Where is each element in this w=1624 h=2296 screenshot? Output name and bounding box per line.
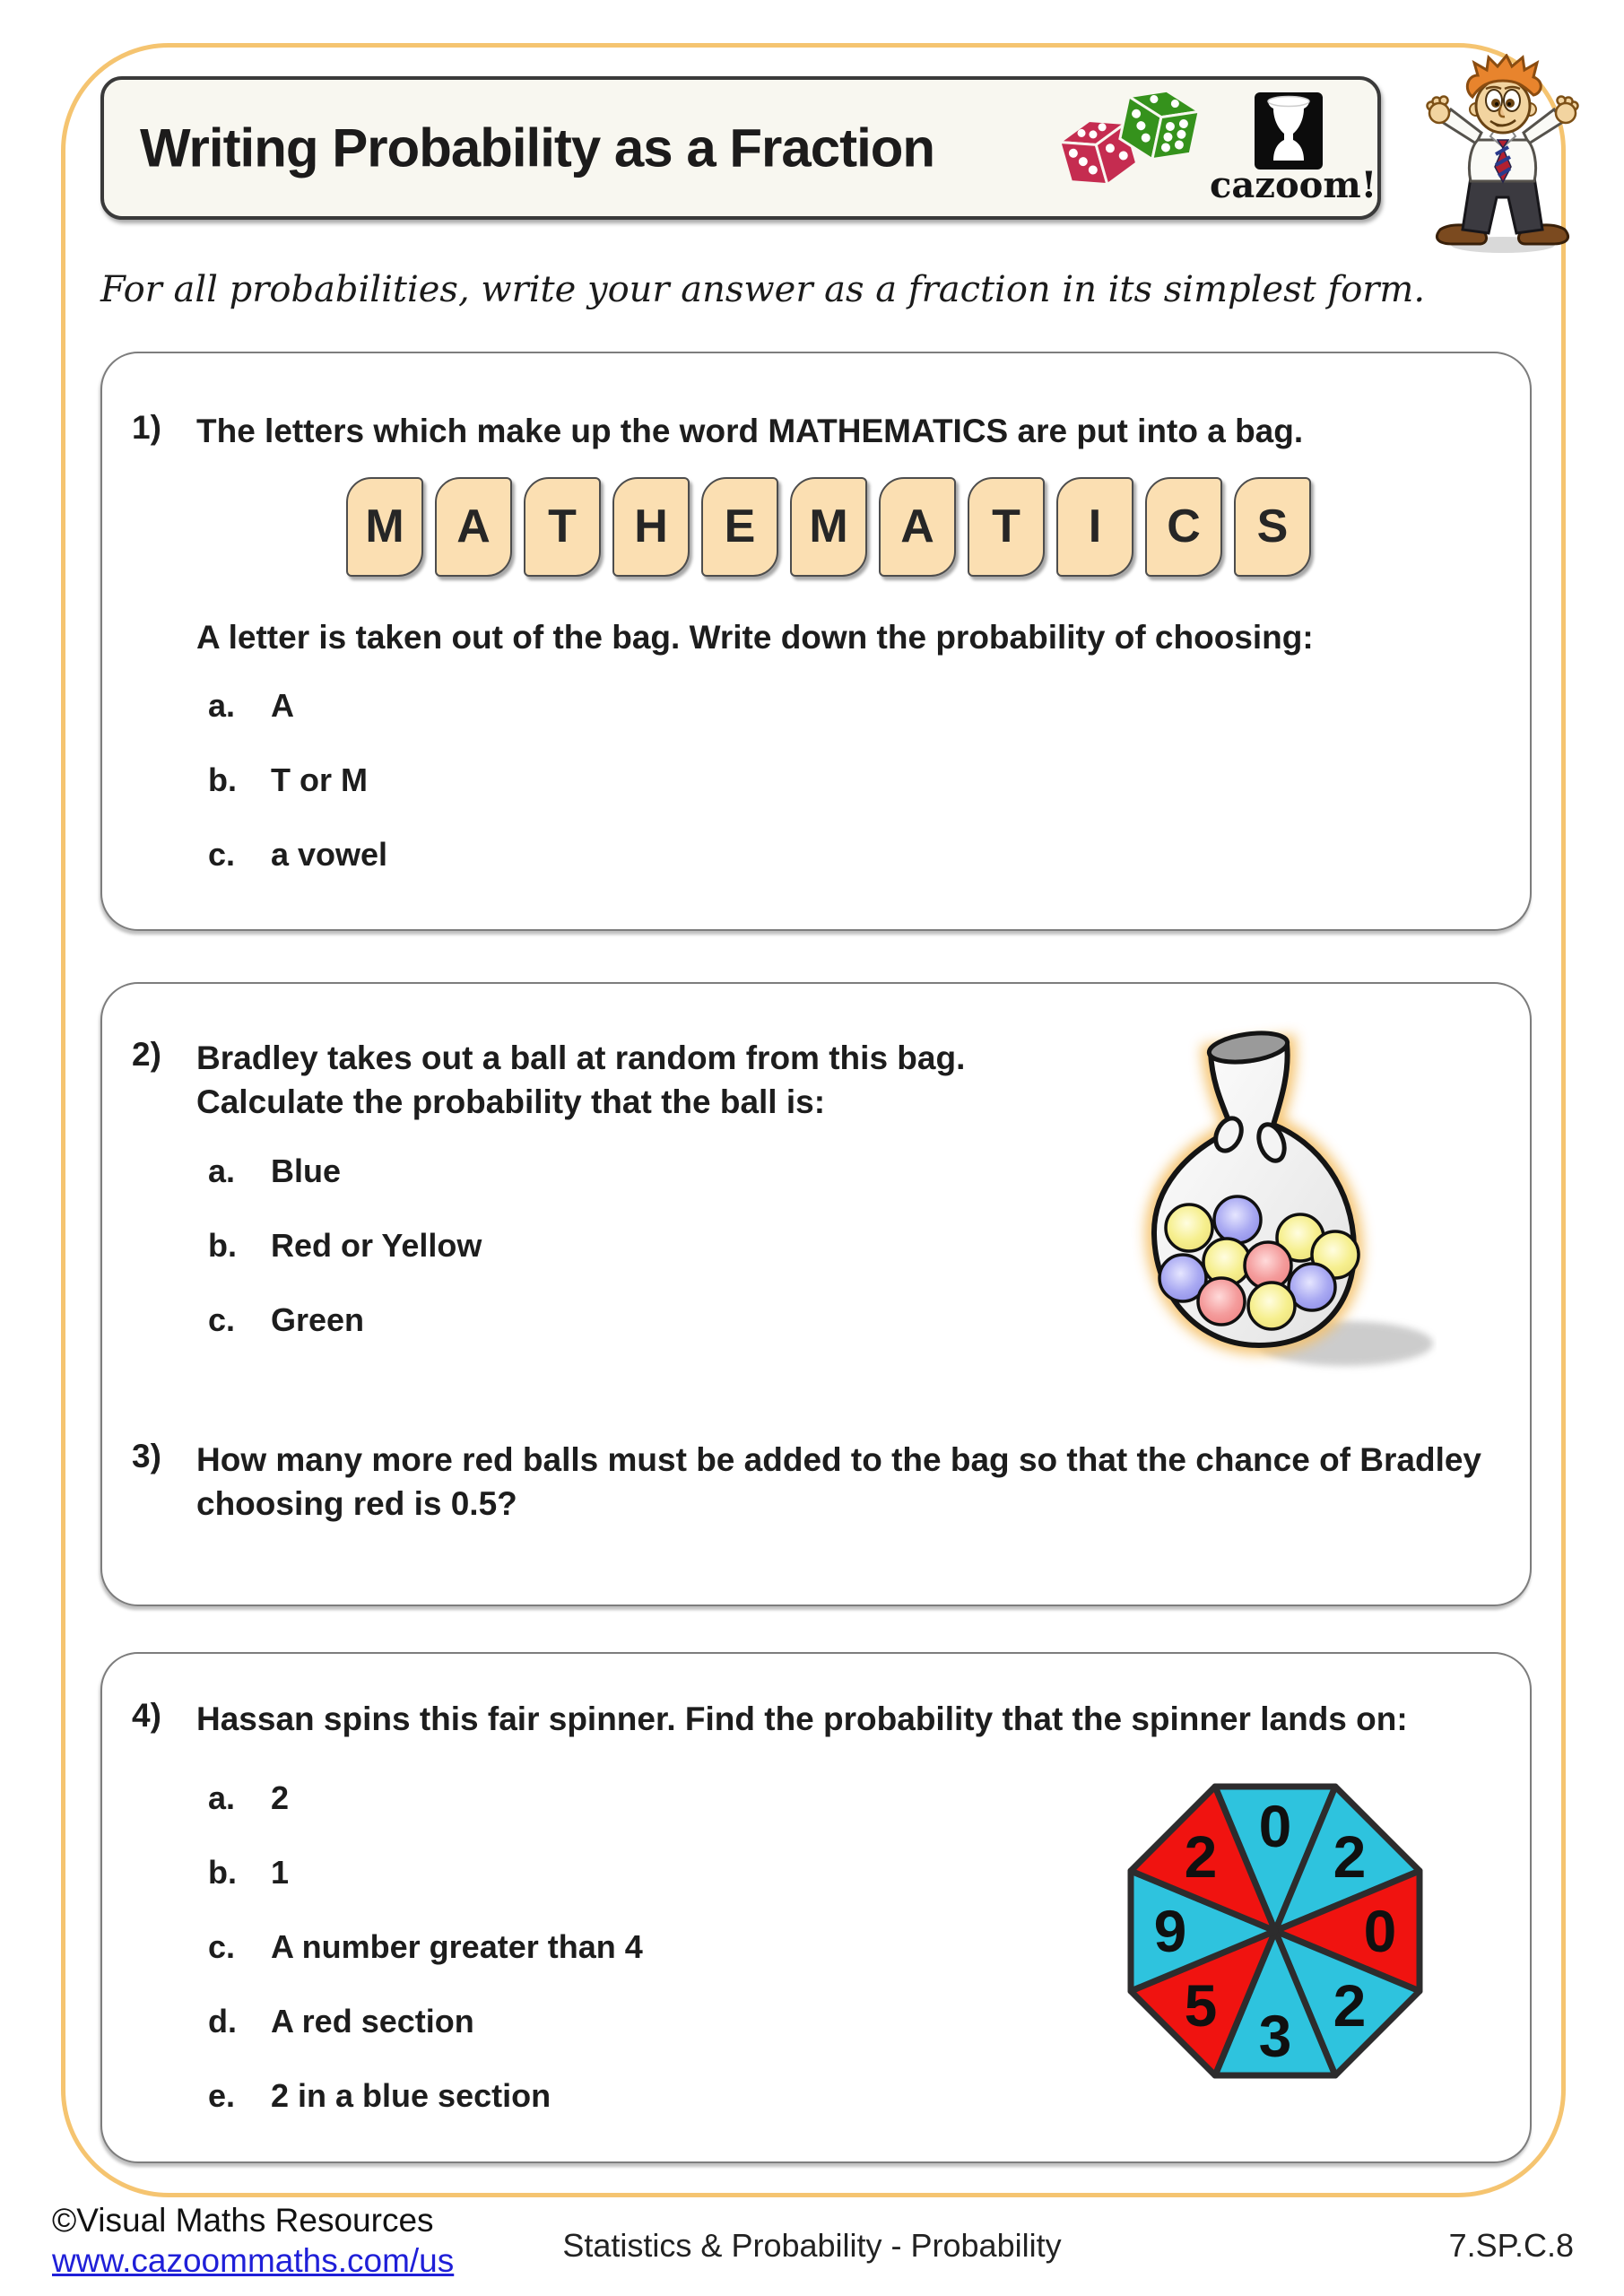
letter-tile: H [612, 477, 690, 577]
question-1-panel [100, 352, 1532, 931]
question-3-number: 3) [132, 1438, 161, 1474]
footer-standard-code: 7.SP.C.8 [1448, 2227, 1574, 2264]
letter-tile: M [346, 477, 423, 577]
mascot-character [1415, 54, 1590, 256]
instruction-text: For all probabilities, write your answer as a fraction in its simplest form. [100, 269, 1426, 310]
question-1-prompt: The letters which make up the word MATHEMATICS are put into a bag. [196, 413, 1304, 449]
option-text: 2 [271, 1779, 290, 1816]
option-text: A [271, 687, 294, 724]
option-label: a. [208, 687, 236, 724]
question-2-prompt-line2: Calculate the probability that the ball is: [196, 1083, 826, 1120]
question-4-option-c [208, 1928, 643, 1966]
question-1-number: 1) [132, 409, 161, 446]
letter-tile: S [1234, 477, 1311, 577]
letter-tile: I [1056, 477, 1133, 577]
question-2-prompt [196, 1036, 965, 1124]
option-text: T or M [271, 761, 368, 798]
question-2-option-b [208, 1227, 482, 1265]
question-2-option-c [208, 1301, 364, 1339]
option-text: A red section [271, 2003, 474, 2039]
spinner-number: 0 [1363, 1898, 1397, 1964]
spinner-number: 0 [1258, 1793, 1292, 1859]
spinner-number: 3 [1258, 2003, 1292, 2069]
question-4-option-d [208, 2003, 474, 2040]
question-3-prompt [196, 1438, 1481, 1526]
pants [1463, 178, 1542, 233]
letter-tile: E [701, 477, 778, 577]
option-label: b. [208, 1854, 237, 1891]
letter-tile: M [790, 477, 867, 577]
question-2-3-panel [100, 982, 1532, 1606]
option-text: Green [271, 1301, 365, 1338]
question-1-prompt2: A letter is taken out of the bag. Write down the probability of choosing: [196, 619, 1314, 656]
option-label: d. [208, 2003, 237, 2039]
question-3-prompt-line2: choosing red is 0.5? [196, 1485, 517, 1522]
option-text: A number greater than 4 [271, 1928, 643, 1965]
question-1-option-a [208, 687, 294, 725]
red-ball [1198, 1278, 1245, 1325]
question-2-prompt-line1: Bradley takes out a ball at random from this bag. [196, 1039, 966, 1076]
option-text: Blue [271, 1152, 342, 1189]
option-text: a vowel [271, 836, 388, 873]
bag-of-balls-illustration [1114, 988, 1437, 1419]
spinner-number: 2 [1333, 1972, 1367, 2039]
cazoom-logo [1255, 92, 1323, 170]
option-label: b. [208, 761, 237, 798]
question-4-option-a [208, 1779, 289, 1817]
hand-right [1556, 97, 1578, 124]
question-3-prompt-line1: How many more red balls must be added to the bag so that the chance of Bradley [196, 1441, 1482, 1478]
letter-tile: C [1145, 477, 1222, 577]
hand-left [1428, 97, 1450, 124]
spinner-number: 5 [1184, 1972, 1218, 2039]
cazoom-logo-text: cazoom! [1210, 164, 1377, 206]
question-4-option-e [208, 2077, 551, 2115]
spinner-number: 2 [1333, 1823, 1367, 1890]
option-label: c. [208, 836, 236, 873]
question-4-prompt: Hassan spins this fair spinner. Find the probability that the spinner lands on: [196, 1700, 1408, 1737]
question-1-option-b [208, 761, 368, 799]
blue-ball [1214, 1196, 1261, 1243]
letter-tile: A [879, 477, 956, 577]
option-label: a. [208, 1152, 236, 1189]
page-title: Writing Probability as a Fraction [140, 117, 935, 178]
option-text: 2 in a blue section [271, 2077, 551, 2114]
option-label: a. [208, 1779, 236, 1816]
footer-topic: Statistics & Probability - Probability [562, 2227, 1062, 2264]
option-label: c. [208, 1928, 236, 1965]
letter-tile: A [435, 477, 512, 577]
question-2-number: 2) [132, 1036, 161, 1073]
letter-tile: T [524, 477, 601, 577]
option-label: b. [208, 1227, 237, 1264]
letter-tiles [346, 477, 1311, 577]
question-1-option-c [208, 836, 387, 874]
footer-link[interactable]: www.cazoommaths.com/us [52, 2242, 455, 2279]
question-4-option-b [208, 1854, 289, 1892]
option-text: Red or Yellow [271, 1227, 482, 1264]
goblet-icon [1255, 92, 1323, 170]
question-2-option-a [208, 1152, 341, 1190]
spinner-number: 9 [1153, 1898, 1187, 1964]
yellow-ball [1166, 1205, 1212, 1251]
spinner-number: 2 [1184, 1823, 1218, 1890]
option-label: c. [208, 1301, 236, 1338]
option-text: 1 [271, 1854, 290, 1891]
question-4-panel [100, 1652, 1532, 2163]
spinner-illustration [1114, 1775, 1437, 2089]
option-label: e. [208, 2077, 236, 2114]
footer-copyright: ©Visual Maths Resources [52, 2202, 434, 2239]
yellow-ball [1248, 1283, 1295, 1329]
letter-tile: T [968, 477, 1045, 577]
header-title-box [100, 76, 1381, 220]
question-4-number: 4) [132, 1697, 161, 1734]
